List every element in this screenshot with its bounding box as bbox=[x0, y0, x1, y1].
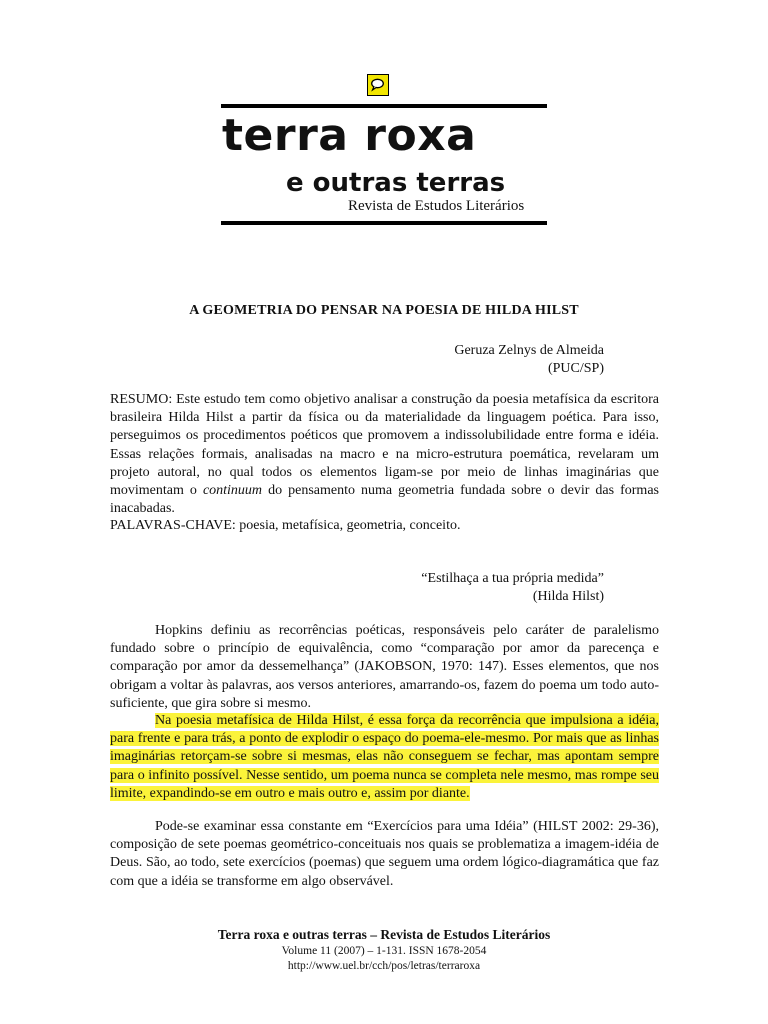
journal-subtitle: e outras terras bbox=[286, 168, 506, 198]
author-name: Geruza Zelnys de Almeida bbox=[454, 343, 604, 358]
footer-url: http://www.uel.br/cch/pos/letras/terraroxa bbox=[287, 960, 481, 972]
abstract bbox=[110, 391, 659, 518]
abstract-text-end: do pensamento numa geometria fundada sobre o devir das formas inacabadas. bbox=[110, 483, 659, 517]
journal-logo-speech-bubble-icon bbox=[367, 74, 389, 96]
abstract-italic-term: continuum bbox=[202, 483, 263, 499]
keywords: PALAVRAS-CHAVE: poesia, metafísica, geometria, conceito. bbox=[110, 518, 461, 533]
body-paragraph-3 bbox=[110, 818, 659, 891]
journal-tagline: Revista de Estudos Literários bbox=[348, 198, 525, 214]
footer-journal-name: Terra roxa e outras terras – Revista de Estudos Literários bbox=[217, 927, 551, 942]
article-title: A GEOMETRIA DO PENSAR NA POESIA DE HILDA HILST bbox=[189, 303, 579, 318]
body-paragraph-2 bbox=[110, 712, 659, 803]
abstract-text-start: RESUMO: Este estudo tem como objetivo analisar a construção da poesia metafísica da escritora brasileira Hilda Hilst a partir da física ou da materialidade da linguagem poética. Para isso, perseguimos os procedimentos poéticos que promovem a indissolubilidade entre forma e idéia. Essas relações formais, analisadas na macro e na micro-estrutura poemática, revelaram um projeto autoral, no qual todos os elementos ligam-se por meio de linhas imaginárias que movimentam o bbox=[110, 392, 659, 499]
highlighted-passage: Na poesia metafísica de Hilda Hilst, é essa força da recorrência que impulsiona a idéia, para frente e para trás, a ponto de explodir o espaço do poema-ele-mesmo. Por mais que as linhas imaginárias retorçam-se sobre si mesmas, elas não conseguem se fechar, mas apontam sempre para o infinito possível. Nesse sentido, um poema nunca se completa nele mesmo, mas rompe seu limite, expandindo-se em outro e mais outro e, assim por diante. bbox=[110, 713, 659, 801]
epigraph bbox=[421, 570, 604, 606]
author-block bbox=[454, 342, 604, 378]
body-paragraph-1 bbox=[110, 622, 659, 713]
epigraph-source: (Hilda Hilst) bbox=[532, 589, 604, 604]
paragraph-text: Pode-se examinar essa constante em “Exercícios para uma Idéia” (HILST 2002: 29-36), composição de sete poemas geométrico-conceituais nos quais se problematiza a imagem-idéia de Deus. São, ao todo, sete exercícios (poemas) que seguem uma ordem lógico-diagramática que faz com que a idéia se transforme em algo observável. bbox=[110, 819, 659, 889]
journal-title: terra roxa bbox=[222, 110, 477, 161]
author-affiliation: (PUC/SP) bbox=[547, 361, 604, 376]
epigraph-quote: “Estilhaça a tua própria medida” bbox=[421, 571, 604, 586]
masthead-bottom-rule bbox=[221, 221, 547, 225]
paragraph-text-highlighted bbox=[110, 712, 659, 803]
masthead-top-rule bbox=[221, 104, 547, 108]
page-footer bbox=[0, 926, 768, 974]
footer-volume: Volume 11 (2007) – 1-131. ISSN 1678-2054 bbox=[281, 945, 487, 957]
speech-bubble-icon bbox=[370, 77, 385, 92]
paragraph-text: Hopkins definiu as recorrências poéticas, responsáveis pelo caráter de paralelismo fundado sobre o princípio de equivalência, como “comparação por amor da parecença e comparação por amor da dessemelhança” (JAKOBSON, 1970: 147). Esses elementos, que nos obrigam a voltar às palavras, aos versos anteriores, amarrando-os, fazem do poema um todo auto-suficiente, que gira sobre si mesmo. bbox=[110, 623, 659, 711]
